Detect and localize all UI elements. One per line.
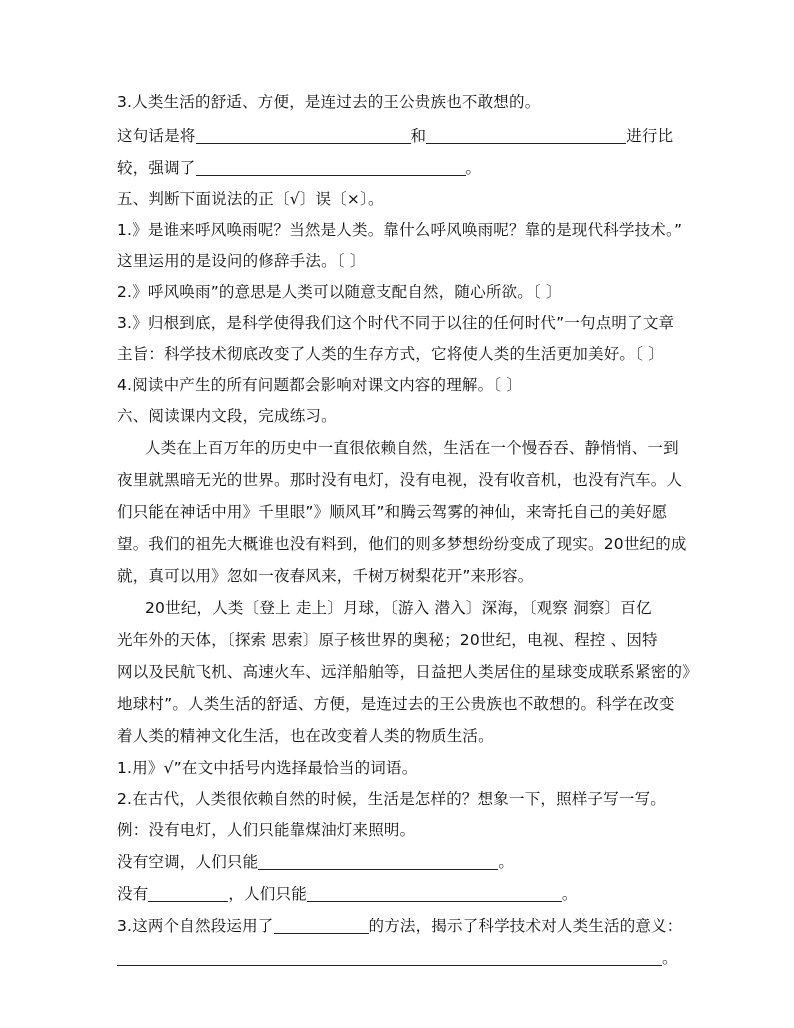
reading-question-1: 1.用》√”在文中括号内选择最恰当的词语。 <box>117 759 418 777</box>
fill-2-middle: ，人们只能 <box>228 885 307 903</box>
reading-question-3 <box>117 911 683 941</box>
section-5-title: 五、判断下面说法的正〔√〕误〔×〕。 <box>117 190 384 208</box>
section-6-title: 六、阅读课内文段，完成练习。 <box>117 407 337 425</box>
reading-question-2-fill-1 <box>117 847 514 877</box>
reading-question-2-fill-2 <box>117 879 578 909</box>
question-3r-suffix: 的方法，揭示了科学技术对人类生活的意义： <box>368 917 683 935</box>
judge-item-1-line-2: 这里运用的是设问的修辞手法。〔 〕 <box>117 252 366 270</box>
judge-item-4: 4.阅读中产生的所有问题都会影响对课文内容的理解。〔 〕 <box>117 376 523 394</box>
answer-blank-8[interactable] <box>117 947 662 966</box>
passage-2-line-1: 20世纪，人类〔登上 走上〕月球，〔游入 潜入〕深海，〔观察 洞察〕百亿 <box>145 599 652 617</box>
judge-item-2: 2.》呼风唤雨”的意思是人类可以随意支配自然，随心所欲。〔 〕 <box>117 283 562 301</box>
passage-1-line-4: 望。我们的祖先大概谁也没有料到，他们的则多梦想纷纷变成了现实。20世纪的成 <box>117 535 687 553</box>
answer-blank-1[interactable] <box>196 125 411 144</box>
answer-blank-6[interactable] <box>307 883 562 902</box>
passage-1-line-5: 就，真可以用》忽如一夜春风来，千树万树梨花开”来形容。 <box>117 567 534 585</box>
question-3-emphasis-label: 较，强调了 <box>117 159 196 177</box>
question-3-text: 3.人类生活的舒适、方便，是连过去的王公贵族也不敢想的。 <box>117 93 541 111</box>
question-3-fill-line <box>117 121 673 151</box>
answer-blank-2[interactable] <box>426 125 626 144</box>
passage-2-line-3: 网以及民航飞机、高速火车、远洋船舶等，日益把人类居住的星球变成联系紧密的》 <box>117 663 698 681</box>
answer-blank-7[interactable] <box>274 915 369 934</box>
question-3-compare: 进行比 <box>626 127 674 145</box>
question-3-period: 。 <box>465 159 482 177</box>
answer-blank-5[interactable] <box>148 883 228 902</box>
question-3r-prefix: 3.这两个自然段运用了 <box>117 917 274 935</box>
reading-question-3-answer-line <box>117 943 678 973</box>
question-3-prefix: 这句话是将 <box>117 127 196 145</box>
fill-1-period: 。 <box>498 853 515 871</box>
fill-2-period: 。 <box>561 885 578 903</box>
passage-1-line-1: 人类在上百万年的历史中一直很依赖自然，生活在一个慢吞吞、静悄悄、一到 <box>145 439 679 457</box>
judge-item-3-line-2: 主旨：科学技术彻底改变了人类的生存方式，它将使人类的生活更加美好。〔 〕 <box>117 345 664 363</box>
answer-line-period: 。 <box>662 949 678 967</box>
judge-item-3-line-1: 3.》归根到底，是科学使得我们这个时代不同于以往的任何时代”一句点明了文章 <box>117 314 675 332</box>
passage-2-line-2: 光年外的天体，〔探索 思索〕原子核世界的奥秘；20世纪，电视、程控 、因特 <box>117 631 658 649</box>
question-3-emphasis-line <box>117 153 481 183</box>
passage-2-line-4: 地球村”。人类生活的舒适、方便，是连过去的王公贵族也不敢想的。科学在改变 <box>117 695 675 713</box>
reading-question-2: 2.在古代，人类很依赖自然的时候，生活是怎样的？想象一下，照样子写一写。 <box>117 790 666 808</box>
judge-item-1-line-1: 1.》是谁来呼风唤雨呢？当然是人类。靠什么呼风唤雨呢？靠的是现代科学技术。” <box>117 221 683 239</box>
reading-question-2-example: 例：没有电灯，人们只能靠煤油灯来照明。 <box>117 821 416 839</box>
fill-2-prefix: 没有 <box>117 885 149 903</box>
passage-2-line-5: 着人类的精神文化生活，也在改变着人类的物质生活。 <box>117 727 494 745</box>
answer-blank-3[interactable] <box>196 157 466 176</box>
question-3-and: 和 <box>410 127 427 145</box>
passage-1-line-2: 夜里就黑暗无光的世界。那时没有电灯，没有电视，没有收音机，也没有汽车。人 <box>117 471 683 489</box>
passage-1-line-3: 们只能在神话中用》千里眼”》顺风耳”和腾云驾雾的神仙，来寄托自己的美好愿 <box>117 503 668 521</box>
answer-blank-4[interactable] <box>258 851 498 870</box>
fill-1-prefix: 没有空调，人们只能 <box>117 853 259 871</box>
